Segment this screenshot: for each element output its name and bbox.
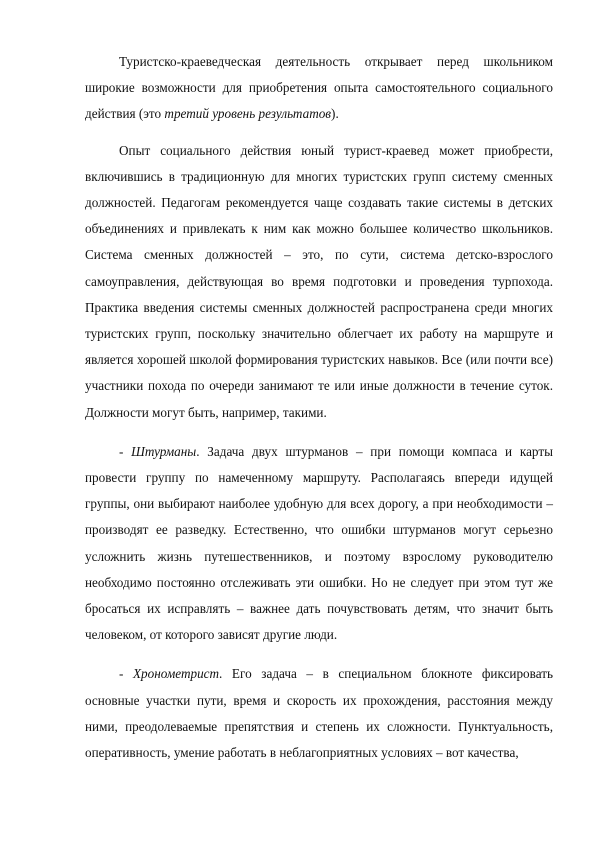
term-navigators: Штурманы: [131, 443, 197, 459]
paragraph-timekeeper-text: . Его задача – в специальном блокноте фиксировать основные участки пути, время и скорость их прохождения, расстояния между ними, преодолеваемые препятствия и степень их сложности. Пунктуальность, оперативность, умение работать в неблагоприятных условиях – вот качества,: [85, 666, 553, 761]
paragraph-intro-text: Туристско-краеведческая деятельность открывает перед школьником широкие возможности для приобретения опыта самостоятельного социального действия (это: [85, 54, 553, 122]
list-dash: -: [119, 666, 133, 682]
paragraph-navigators: [85, 439, 553, 649]
paragraph-intro-emphasis: третий уровень результатов: [164, 106, 332, 122]
term-timekeeper: Хронометрист: [132, 666, 220, 682]
list-dash: -: [119, 443, 132, 459]
document-body: [85, 49, 553, 766]
paragraph-navigators-text: . Задача двух штурманов – при помощи компаса и карты провести группу по намеченному маршруту. Располагаясь впереди идущей группы, они выбирают наиболее удобную для всех дорогу, а при необходимости – производят ее разведку. Естественно, что ошибки штурманов могут серьезно усложнить жизнь путешественников, и поэтому взрослому руководителю необходимо постоянно отслеживать эти ошибки. Но не следует при этом тут же бросаться их исправлять – важнее дать почувствовать детям, что значит быть человеком, от которого зависят другие люди.: [85, 443, 553, 643]
paragraph-timekeeper: [85, 661, 553, 766]
paragraph-shift-system: Опыт социального действия юный турист-краевед может приобрести, включившись в традиционную для многих туристских групп систему сменных должностей. Педагогам рекомендуется чаще создавать такие системы в детских объединениях и привлекать к ним как можно большее количество школьников. Система сменных должностей – это, по сути, система детско-взрослого самоуправления, действующая во время подготовки и проведения турпохода. Практика введения системы сменных должностей распространена среди многих туристских групп, поскольку значительно облегчает их работу на маршруте и является хорошей школой формирования туристских навыков. Все (или почти все) участники похода по очереди занимают те или иные должности в течение суток. Должности могут быть, например, такими.: [85, 142, 553, 420]
paragraph-intro-closing: ).: [331, 106, 339, 122]
paragraph-intro: [85, 49, 553, 128]
